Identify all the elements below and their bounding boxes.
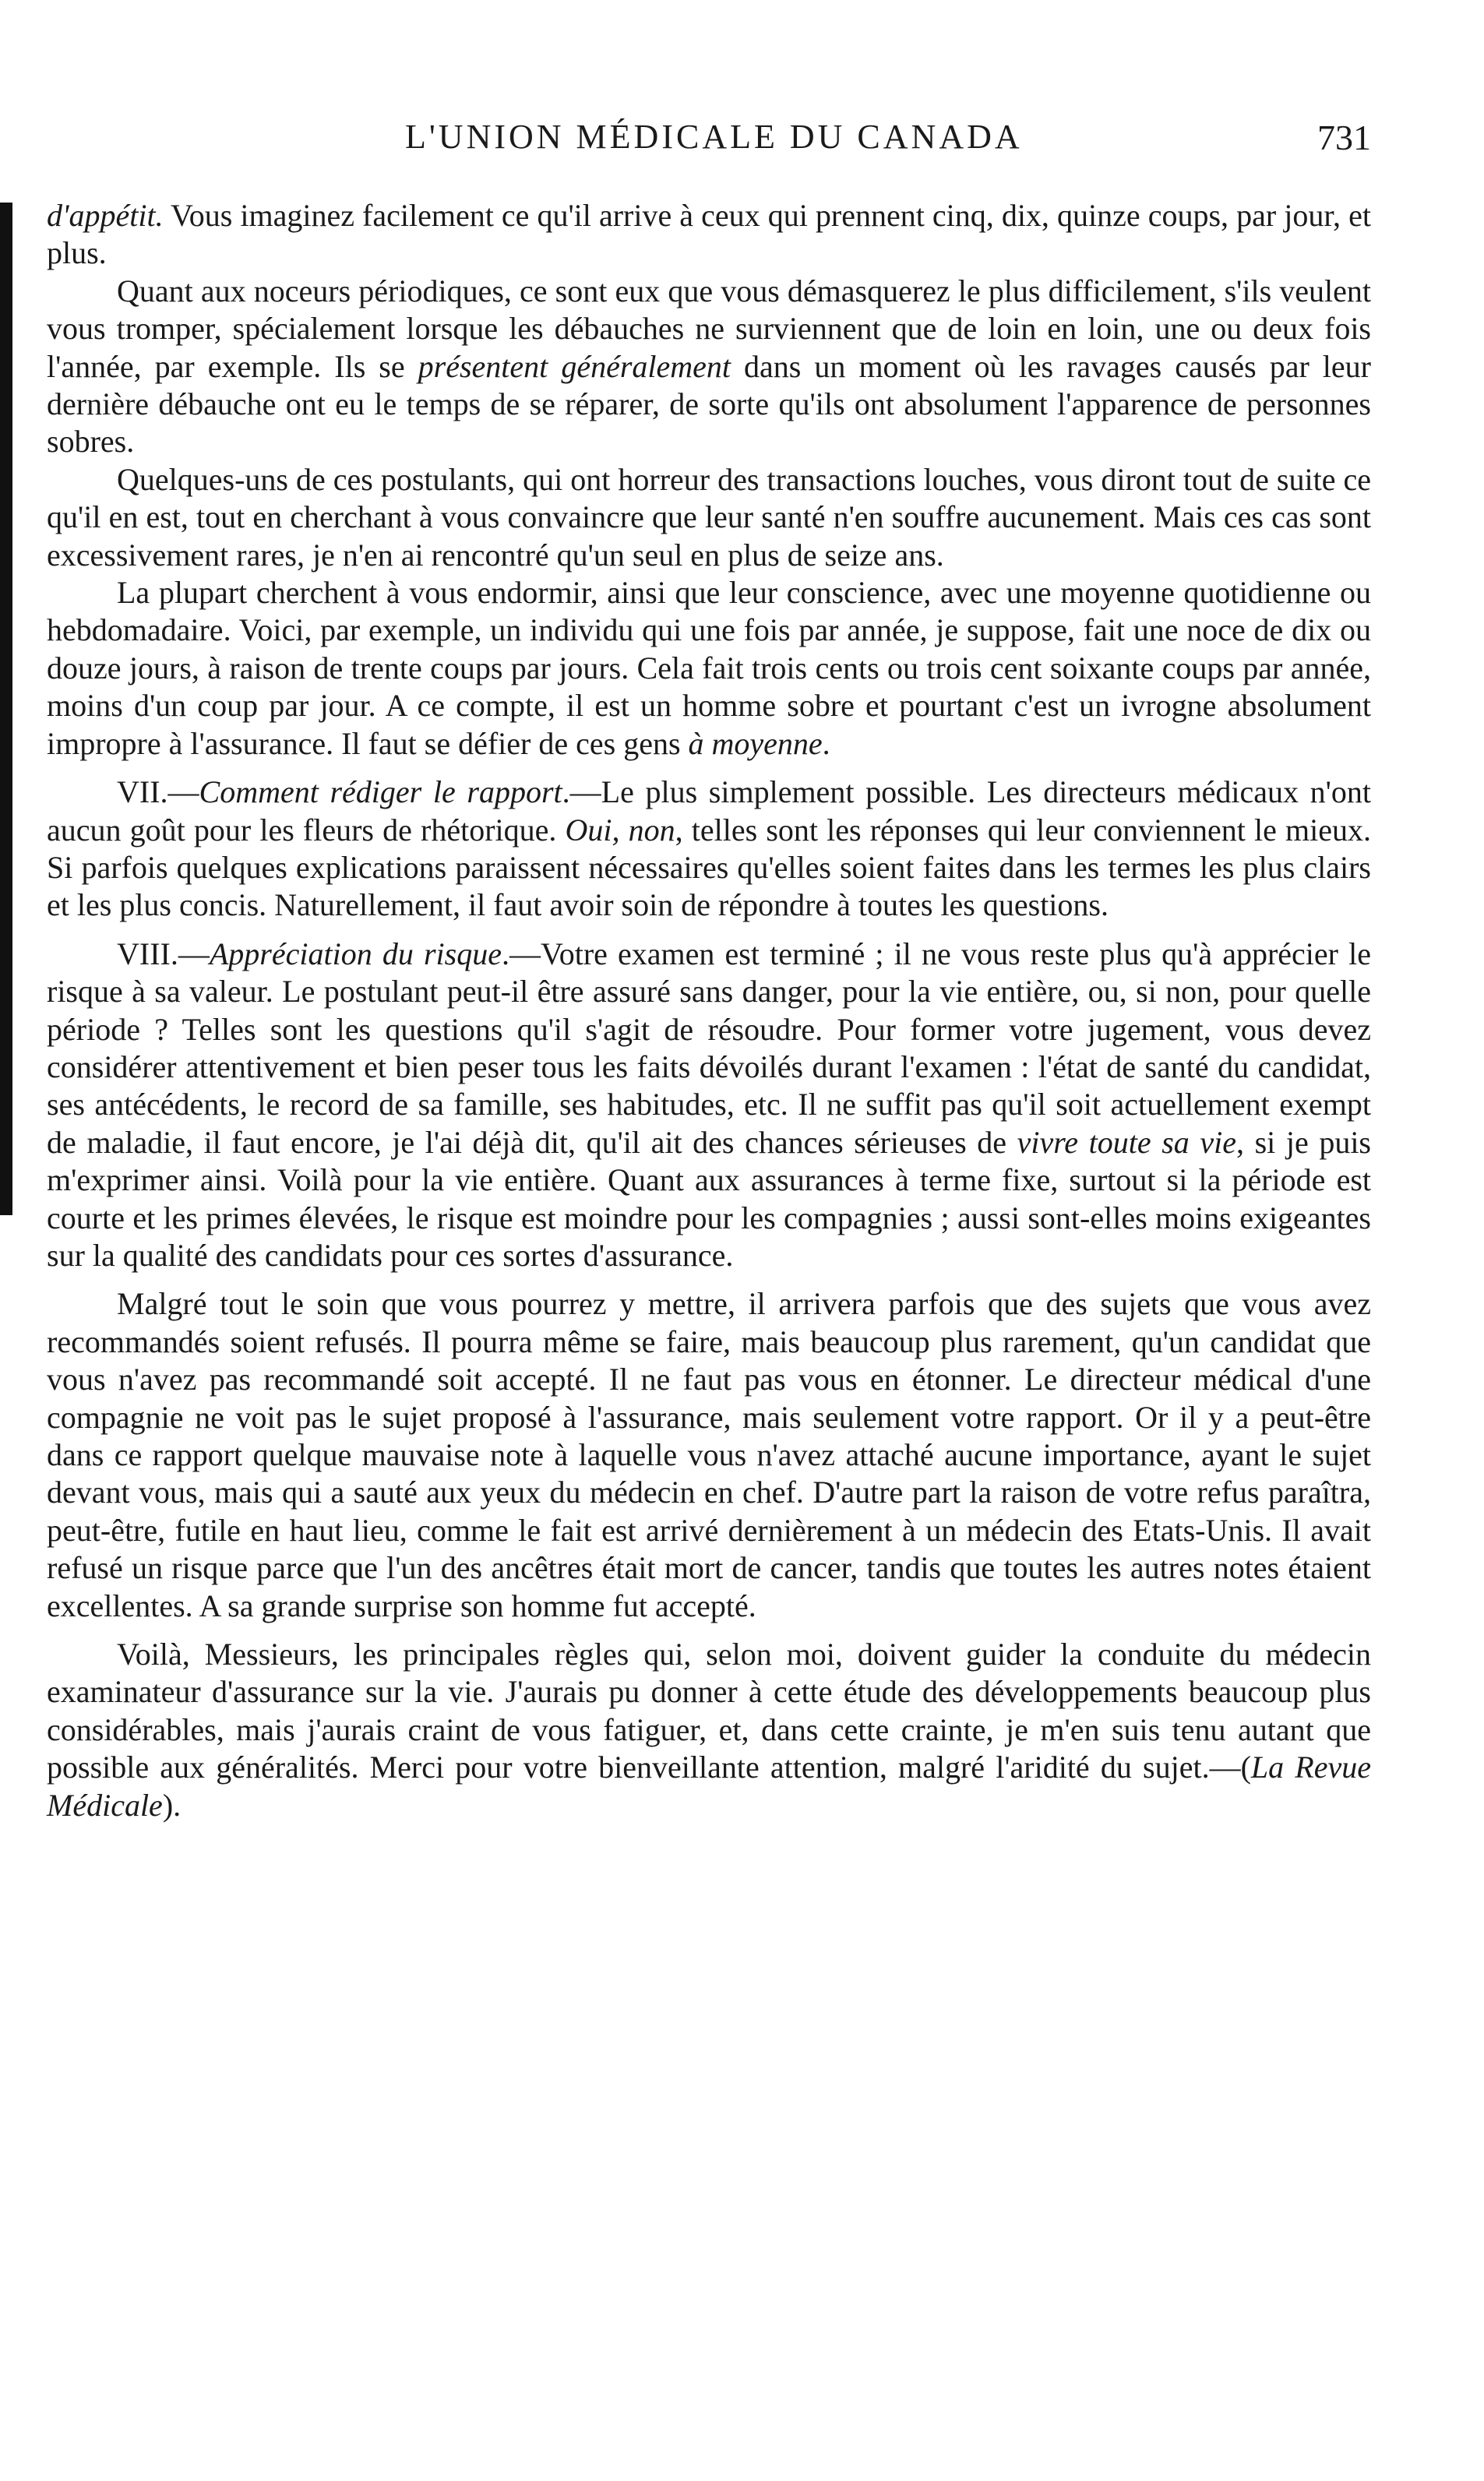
paragraph-3 <box>47 461 1371 574</box>
text-segment: vivre toute sa vie <box>1017 1124 1236 1160</box>
section-heading: Comment rédiger le rapport <box>199 774 562 810</box>
running-title: L'UNION MÉDICALE DU CANADA <box>405 118 1023 156</box>
text-segment: Vous imaginez facilement ce qu'il arrive à ceux qui prennent cinq, dix, quinze coups, par jour, et plus. <box>47 198 1371 271</box>
source-citation: La Revue Médicale <box>47 1750 1371 1823</box>
text-segment: , si je puis m'exprimer ainsi. Voilà pour la vie entière. Quant aux assurances à terme fixe, surtout si la période est courte et les primes élevées, le risque est moindre pour les compagnies ; aussi sont-elles moins exigeantes sur la qualité des candidats pour ces sortes d'assurance. <box>47 1124 1372 1273</box>
closing-paragraph <box>47 1636 1371 1824</box>
page-header <box>47 117 1371 179</box>
text-segment: Malgré tout le soin que vous pourrez y mettre, il arrivera parfois que des sujets que vous avez recommandés soient refusés. Il pourra même se faire, mais beaucoup plus rarement, qu'un candidat que vous n'avez pas recommandé soit accepté. Il ne faut pas vous en étonner. Le directeur médical d'une compagnie ne voit pas le sujet proposé à l'assurance, mais seulement votre rapport. Or il y a peut-être dans ce rapport quelque mauvaise note à laquelle vous n'avez attaché aucune importance, ayant le sujet devant vous, mais qui a sauté aux yeux du médecin en chef. D'autre part la raison de votre refus paraîtra, peut-être, futile en haut lieu, comme le fait est arrivé dernièrement à un médecin des Etats-Unis. Il avait refusé un risque parce que l'un des ancêtres était mort de cancer, tandis que toutes les autres notes étaient excellentes. A sa grande surprise son homme fut accepté. <box>47 1286 1371 1623</box>
binding-edge <box>0 203 12 1215</box>
paragraph-4 <box>47 574 1371 763</box>
paragraph-7 <box>47 1285 1371 1625</box>
section-heading: Appréciation du risque <box>209 936 502 971</box>
text-segment: Voilà, Messieurs, les principales règles qui, selon moi, doivent guider la conduite du médecin examinateur d'assurance sur la vie. J'aurais pu donner à cette étude des développements beaucoup plus considérables, mais j'aurais craint de vous fatiguer, et, dans cette crainte, je m'en suis tenu autant que possible aux généralités. Merci pour votre bienveillante attention, malgré l'aridité du sujet.—( <box>47 1637 1371 1785</box>
text-segment: . <box>822 725 830 761</box>
paragraph-2 <box>47 273 1371 461</box>
text-segment: Quelques-uns de ces postulants, qui ont horreur des transactions louches, vous diront tout de suite ce qu'il en est, tout en cherchant à vous convaincre que leur santé n'en souffre aucunement. Mais ces cas sont excessivement rares, je n'en ai rencontré qu'un seul en plus de seize ans. <box>47 461 1371 573</box>
text-segment: La plupart cherchent à vous endormir, ainsi que leur conscience, avec une moyenne quotidienne ou hebdomadaire. Voici, par exemple, un individu qui une fois par année, je suppose, fait une noce de dix ou douze jours, à raison de trente coups par jours. Cela fait trois cents ou trois cent soixante coups par année, moins d'un coup par jour. A ce compte, il est un homme sobre et pourtant c'est un ivrogne absolument impropre à l'assurance. Il faut se défier de ces gens <box>47 575 1371 761</box>
section-viii <box>47 936 1371 1275</box>
text-segment: .—Votre examen est terminé ; il ne vous reste plus qu'à apprécier le risque à sa valeur. Le postulant peut-il être assuré sans danger, pour la vie entière, ou, si non, pour quelle période ? Telles sont les questions qu'il s'agit de résoudre. Pour former votre jugement, vous devez considérer attentivement et bien peser tous les faits dévoilés durant l'examen : l'état de santé du candidat, ses antécédents, le record de sa famille, ses habitudes, etc. Il ne suffit pas qu'il soit actuellement exempt de maladie, il faut encore, je l'ai déjà dit, qu'il ait des chances sérieuses de <box>47 936 1371 1160</box>
text-segment: dans un moment où les ravages causés par leur dernière débauche ont eu le temps de se réparer, de sorte qu'ils ont absolument l'apparence de personnes sobres. <box>47 348 1371 460</box>
text-segment: .—Le plus simplement possible. Les directeurs médicaux n'ont aucun goût pour les fleurs de rhétorique. <box>47 774 1371 848</box>
text-segment: à moyenne <box>688 725 823 761</box>
text-segment: , telles sont les réponses qui leur conviennent le mieux. Si parfois quelques explications paraissent nécessaires qu'elles soient faites dans les termes les plus clairs et les plus concis. Naturellement, il faut avoir soin de répondre à toutes les questions. <box>47 812 1372 923</box>
section-number: VIII.— <box>117 936 210 971</box>
section-number: VII.— <box>117 774 199 810</box>
section-vii <box>47 774 1371 925</box>
page-number: 731 <box>1317 118 1371 157</box>
paragraph-1 <box>47 197 1371 273</box>
text-segment: ). <box>162 1787 182 1823</box>
text-segment: Quant aux noceurs périodiques, ce sont eux que vous démasquerez le plus difficilement, s'ils veulent vous tromper, spécialement lorsque les débauches ne surviennent que de loin en loin, une ou deux fois l'année, par exemple. Ils se <box>47 273 1371 384</box>
text-segment: présentent généralement <box>418 348 731 384</box>
text-segment: d'appétit. <box>47 198 164 233</box>
text-segment: Oui, non <box>565 812 675 848</box>
article-body <box>47 197 1371 1824</box>
